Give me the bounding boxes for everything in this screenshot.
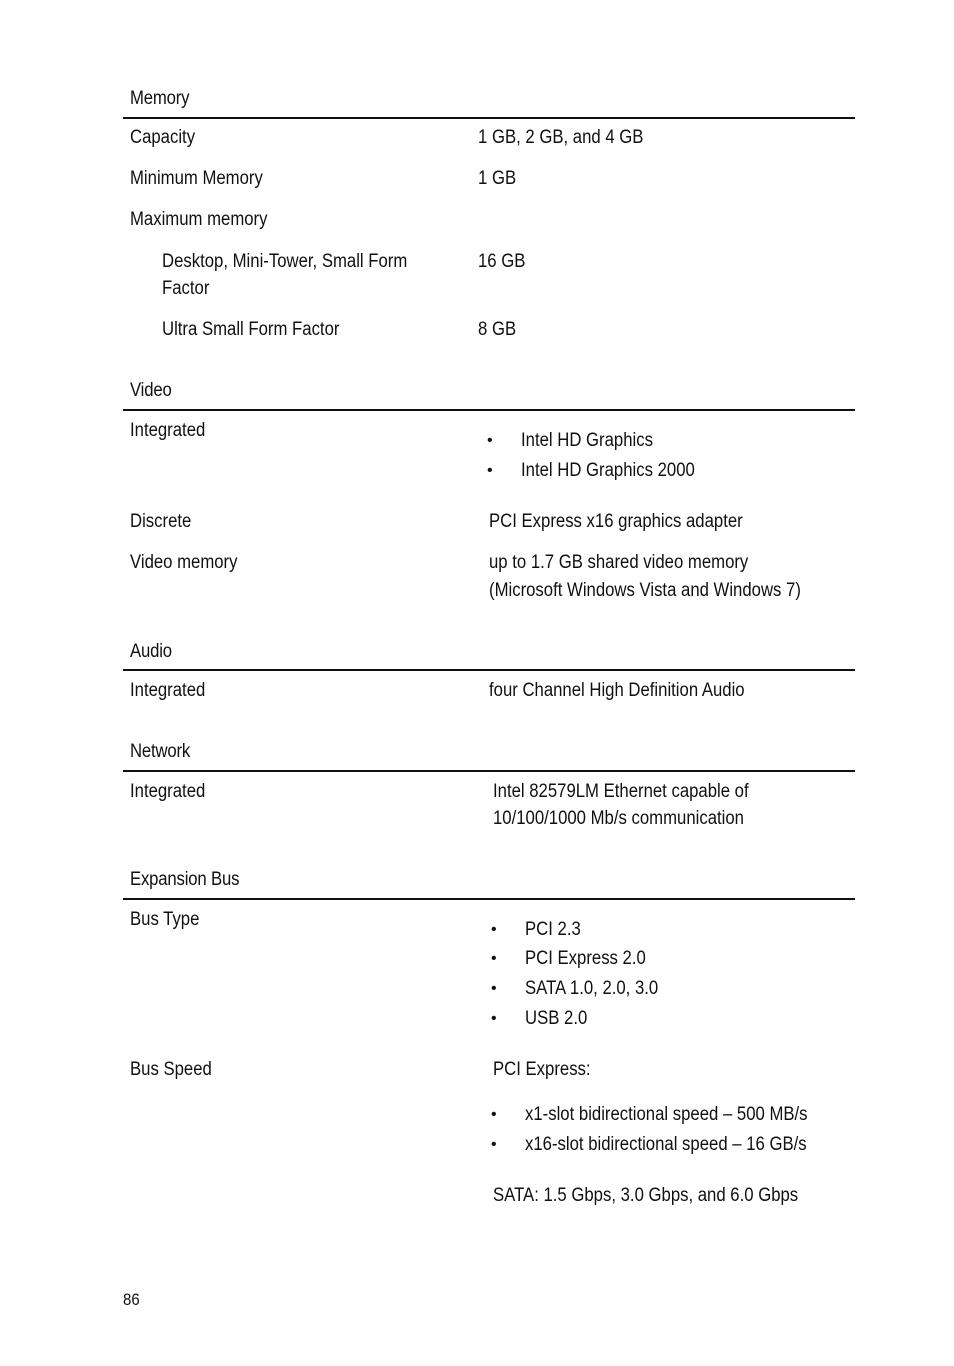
bus-type-item: PCI 2.3: [525, 919, 581, 940]
page-number: 86: [123, 1290, 140, 1309]
section-rule-memory: [123, 117, 855, 119]
section-rule-expansion-bus: [123, 898, 855, 900]
section-rule-audio: [123, 669, 855, 671]
pci-express-item: x1-slot bidirectional speed – 500 MB/s: [525, 1104, 808, 1125]
bullet-icon: •: [491, 921, 497, 938]
memory-capacity-label: Capacity: [130, 127, 196, 148]
network-integrated-value-line2: 10/100/1000 Mb/s communication: [493, 808, 744, 829]
video-integrated-item: Intel HD Graphics 2000: [521, 460, 695, 481]
section-title-video: Video: [130, 380, 172, 401]
bullet-icon: •: [491, 980, 497, 997]
bullet-icon: •: [491, 1010, 497, 1027]
section-title-expansion-bus: Expansion Bus: [130, 869, 240, 890]
section-title-network: Network: [130, 741, 191, 762]
memory-capacity-value: 1 GB, 2 GB, and 4 GB: [478, 127, 644, 148]
bus-type-label: Bus Type: [130, 909, 200, 930]
video-memory-label: Video memory: [130, 552, 238, 573]
bus-type-item: SATA 1.0, 2.0, 3.0: [525, 978, 659, 999]
bullet-icon: •: [491, 950, 497, 967]
memory-max-label: Maximum memory: [130, 209, 268, 230]
bullet-icon: •: [491, 1106, 497, 1123]
video-integrated-label: Integrated: [130, 420, 206, 441]
sata-speed-value: SATA: 1.5 Gbps, 3.0 Gbps, and 6.0 Gbps: [493, 1185, 799, 1206]
video-memory-value-line2: (Microsoft Windows Vista and Windows 7): [489, 580, 801, 601]
memory-desktop-value: 16 GB: [478, 251, 526, 272]
audio-integrated-value: four Channel High Definition Audio: [489, 680, 745, 701]
video-integrated-item: Intel HD Graphics: [521, 430, 653, 451]
memory-min-label: Minimum Memory: [130, 168, 263, 189]
network-integrated-label: Integrated: [130, 781, 206, 802]
bullet-icon: •: [487, 462, 493, 479]
memory-desktop-label-line1: Desktop, Mini-Tower, Small Form: [162, 251, 408, 272]
bullet-icon: •: [487, 432, 493, 449]
bullet-icon: •: [491, 1136, 497, 1153]
memory-usff-value: 8 GB: [478, 319, 517, 340]
memory-usff-label: Ultra Small Form Factor: [162, 319, 340, 340]
bus-type-item: USB 2.0: [525, 1008, 588, 1029]
section-rule-network: [123, 770, 855, 772]
section-title-memory: Memory: [130, 88, 190, 109]
pci-express-item: x16-slot bidirectional speed – 16 GB/s: [525, 1134, 807, 1155]
section-rule-video: [123, 409, 855, 411]
video-memory-value-line1: up to 1.7 GB shared video memory: [489, 552, 749, 573]
memory-min-value: 1 GB: [478, 168, 517, 189]
bus-speed-label: Bus Speed: [130, 1059, 212, 1080]
audio-integrated-label: Integrated: [130, 680, 206, 701]
network-integrated-value-line1: Intel 82579LM Ethernet capable of: [493, 781, 749, 802]
video-discrete-value: PCI Express x16 graphics adapter: [489, 511, 743, 532]
section-title-audio: Audio: [130, 641, 172, 662]
memory-desktop-label-line2: Factor: [162, 278, 210, 299]
video-discrete-label: Discrete: [130, 511, 192, 532]
bus-type-item: PCI Express 2.0: [525, 948, 646, 969]
pci-express-label: PCI Express:: [493, 1059, 591, 1080]
